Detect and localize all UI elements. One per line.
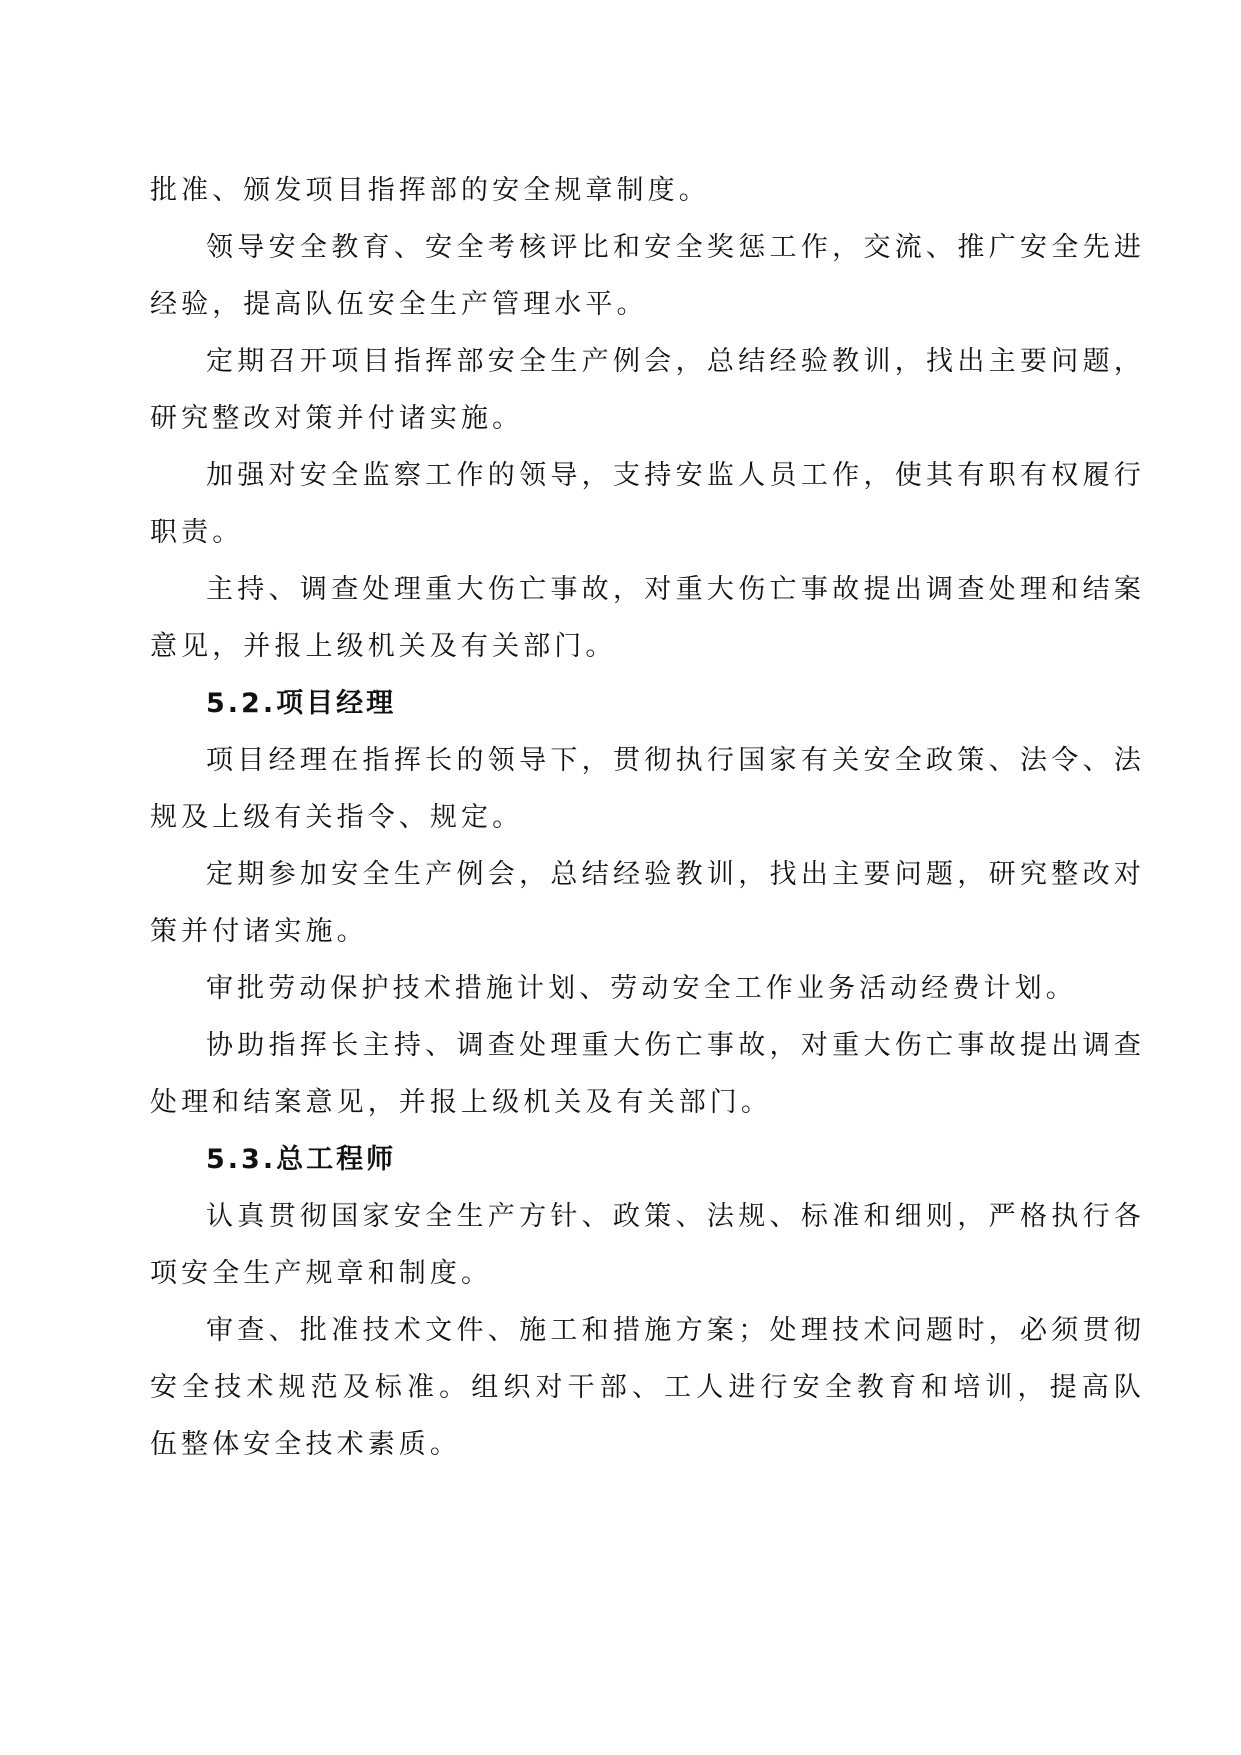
paragraph-ce-review: 审查、批准技术文件、施工和措施方案；处理技术问题时，必须贯彻安全技术规范及标准。组织对干部、工人进行安全教育和培训，提高队伍整体安全技术素质。 [150,1315,1145,1460]
paragraph-ce-policy: 认真贯彻国家安全生产方针、政策、法规、标准和细则，严格执行各项安全生产规章和制度。 [150,1201,1145,1289]
paragraph-pm-approval: 审批劳动保护技术措施计划、劳动安全工作业务活动经费计划。 [206,973,1077,1004]
paragraph-pm-duties: 项目经理在指挥长的领导下，贯彻执行国家有关安全政策、法令、法规及上级有关指令、规定。 [150,745,1145,833]
paragraph-approve-rules: 批准、颁发项目指挥部的安全规章制度。 [150,175,710,206]
paragraph-supervision: 加强对安全监察工作的领导，支持安监人员工作，使其有职有权履行职责。 [150,460,1145,548]
section-heading-project-manager: 5.2.项目经理 [206,688,397,719]
paragraph-accident-handling: 主持、调查处理重大伤亡事故，对重大伤亡事故提出调查处理和结案意见，并报上级机关及有关部门。 [150,574,1145,662]
paragraph-safety-education: 领导安全教育、安全考核评比和安全奖惩工作，交流、推广安全先进经验，提高队伍安全生产管理水平。 [150,232,1145,320]
paragraph-pm-accident: 协助指挥长主持、调查处理重大伤亡事故，对重大伤亡事故提出调查处理和结案意见，并报上级机关及有关部门。 [150,1030,1145,1118]
paragraph-pm-meeting: 定期参加安全生产例会，总结经验教训，找出主要问题，研究整改对策并付诸实施。 [150,859,1145,947]
paragraph-safety-meeting: 定期召开项目指挥部安全生产例会，总结经验教训，找出主要问题，研究整改对策并付诸实施。 [150,346,1145,434]
section-heading-chief-engineer: 5.3.总工程师 [206,1144,397,1175]
